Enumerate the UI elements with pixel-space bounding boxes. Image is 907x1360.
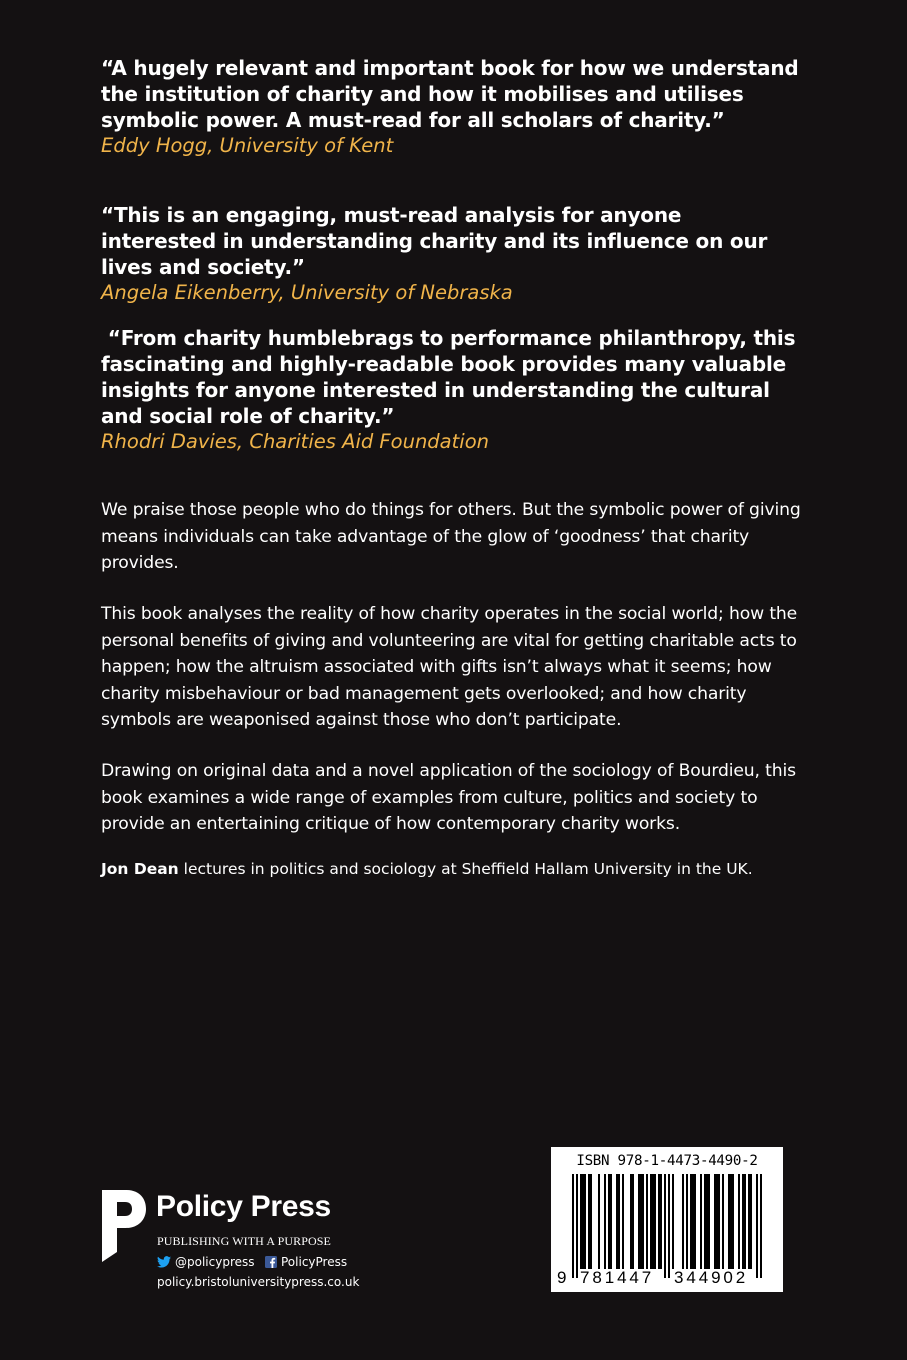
author-bio bbox=[101, 860, 821, 878]
quote-attribution: Angela Eikenberry, University of Nebraska bbox=[101, 281, 513, 304]
description-paragraph: We praise those people who do things for others. But the symbolic power of giving means individuals can take advantage of the glow of ‘goodness’ that charity provides. bbox=[101, 500, 801, 573]
barcode-bar bbox=[682, 1174, 684, 1269]
barcode-bar bbox=[686, 1174, 688, 1269]
barcode-bar bbox=[672, 1174, 674, 1269]
facebook-page-text: PolicyPress bbox=[281, 1255, 348, 1269]
barcode-bar bbox=[576, 1174, 578, 1278]
barcode-bar bbox=[650, 1174, 652, 1269]
barcode-bar bbox=[722, 1174, 724, 1269]
endorsement-quote bbox=[101, 325, 801, 455]
barcode-bar bbox=[598, 1174, 600, 1269]
quote-text: “A hugely relevant and important book for how we understand the institution of charity and how it mobilises and utilises symbolic power. A must-read for all scholars of charity.” bbox=[101, 56, 799, 132]
barcode-bar bbox=[692, 1174, 694, 1269]
author-name: Jon Dean bbox=[101, 860, 179, 878]
barcode-bar bbox=[632, 1174, 634, 1269]
barcode-bar bbox=[744, 1174, 746, 1269]
facebook-f-icon bbox=[265, 1256, 277, 1268]
quote-attribution: Rhodri Davies, Charities Aid Foundation bbox=[101, 430, 489, 453]
publisher-tagline: PUBLISHING WITH A PURPOSE bbox=[157, 1234, 331, 1248]
barcode-bar bbox=[714, 1174, 716, 1269]
barcode-bar bbox=[652, 1174, 654, 1269]
barcode-bar bbox=[738, 1174, 740, 1269]
barcode-bar bbox=[642, 1174, 644, 1269]
endorsement-quote bbox=[101, 55, 801, 159]
barcode-bar bbox=[572, 1174, 574, 1278]
barcode-bar bbox=[716, 1174, 718, 1269]
facebook-page[interactable] bbox=[265, 1255, 347, 1269]
twitter-bird-icon bbox=[157, 1256, 171, 1268]
barcode-bar bbox=[748, 1174, 750, 1269]
barcode-bar bbox=[742, 1174, 744, 1269]
policy-press-logo-icon bbox=[100, 1190, 146, 1262]
endorsement-quote bbox=[101, 202, 801, 306]
barcode-bar bbox=[630, 1174, 632, 1269]
description-paragraph: Drawing on original data and a novel application of the sociology of Bourdieu, this book examines a wide range of examples from culture, politics and society to provide an entertaining critique of how contemporary charity works. bbox=[101, 761, 796, 834]
barcode-bar bbox=[618, 1174, 620, 1269]
barcode-bar bbox=[728, 1174, 730, 1269]
barcode-bar bbox=[668, 1174, 670, 1278]
publisher-block bbox=[100, 1190, 370, 1300]
publisher-website[interactable]: policy.bristoluniversitypress.co.uk bbox=[157, 1275, 360, 1289]
barcode-bar bbox=[584, 1174, 586, 1269]
isbn-barcode bbox=[551, 1147, 783, 1292]
barcode-bar bbox=[750, 1174, 752, 1269]
barcode-bar bbox=[732, 1174, 734, 1269]
barcode-bar bbox=[664, 1174, 666, 1278]
barcode-bar bbox=[622, 1174, 624, 1269]
quote-attribution: Eddy Hogg, University of Kent bbox=[101, 134, 394, 157]
barcode-bar bbox=[610, 1174, 612, 1269]
barcode-bar bbox=[704, 1174, 706, 1269]
author-bio-text: lectures in politics and sociology at Sheffield Hallam University in the UK. bbox=[178, 860, 753, 878]
barcode-bar bbox=[646, 1174, 648, 1269]
barcode-bar bbox=[708, 1174, 710, 1269]
barcode-bar bbox=[690, 1174, 692, 1269]
twitter-handle-text: @policypress bbox=[175, 1255, 255, 1269]
barcode-bar bbox=[730, 1174, 732, 1269]
barcode-bar bbox=[756, 1174, 758, 1278]
barcode-bar bbox=[590, 1174, 592, 1269]
barcode-bar bbox=[588, 1174, 590, 1269]
barcode-right-digits: 344902 bbox=[674, 1268, 749, 1287]
barcode-bar bbox=[604, 1174, 606, 1269]
barcode-bar bbox=[660, 1174, 662, 1269]
quote-text: “From charity humblebrags to performance philanthropy, this fascinating and highly-readable book provides many valuable insights for anyone interested in understanding the cultural and social role of charity.” bbox=[101, 326, 803, 428]
barcode-bar bbox=[608, 1174, 610, 1269]
barcode-bar bbox=[640, 1174, 642, 1269]
barcode-bar bbox=[638, 1174, 640, 1269]
isbn-label: ISBN 978-1-4473-4490-2 bbox=[576, 1153, 758, 1169]
barcode-bar bbox=[760, 1174, 762, 1278]
barcode-leading-digit: 9 bbox=[557, 1268, 567, 1287]
barcode-bar bbox=[580, 1174, 582, 1269]
barcode-bar bbox=[718, 1174, 720, 1269]
barcode-bar bbox=[616, 1174, 618, 1269]
barcode-bar bbox=[654, 1174, 656, 1269]
barcode-bar bbox=[582, 1174, 584, 1269]
quote-text: “This is an engaging, must-read analysis for anyone interested in understanding charity and its influence on our lives and society.” bbox=[101, 203, 768, 279]
barcode-left-digits: 781447 bbox=[580, 1268, 655, 1287]
publisher-name: Policy Press bbox=[156, 1190, 331, 1223]
barcode-bar bbox=[694, 1174, 696, 1269]
barcode-bar bbox=[700, 1174, 702, 1269]
barcode-bar bbox=[658, 1174, 660, 1269]
description-paragraph: This book analyses the reality of how charity operates in the social world; how the personal benefits of giving and volunteering are vital for getting charitable acts to happen; how the altruism associated with gifts isn’t always what it seems; how charity misbehaviour or bad management gets overlooked; and how charity symbols are weaponised against those who don’t participate. bbox=[101, 604, 798, 730]
barcode-bar bbox=[706, 1174, 708, 1269]
twitter-handle[interactable] bbox=[157, 1255, 255, 1269]
